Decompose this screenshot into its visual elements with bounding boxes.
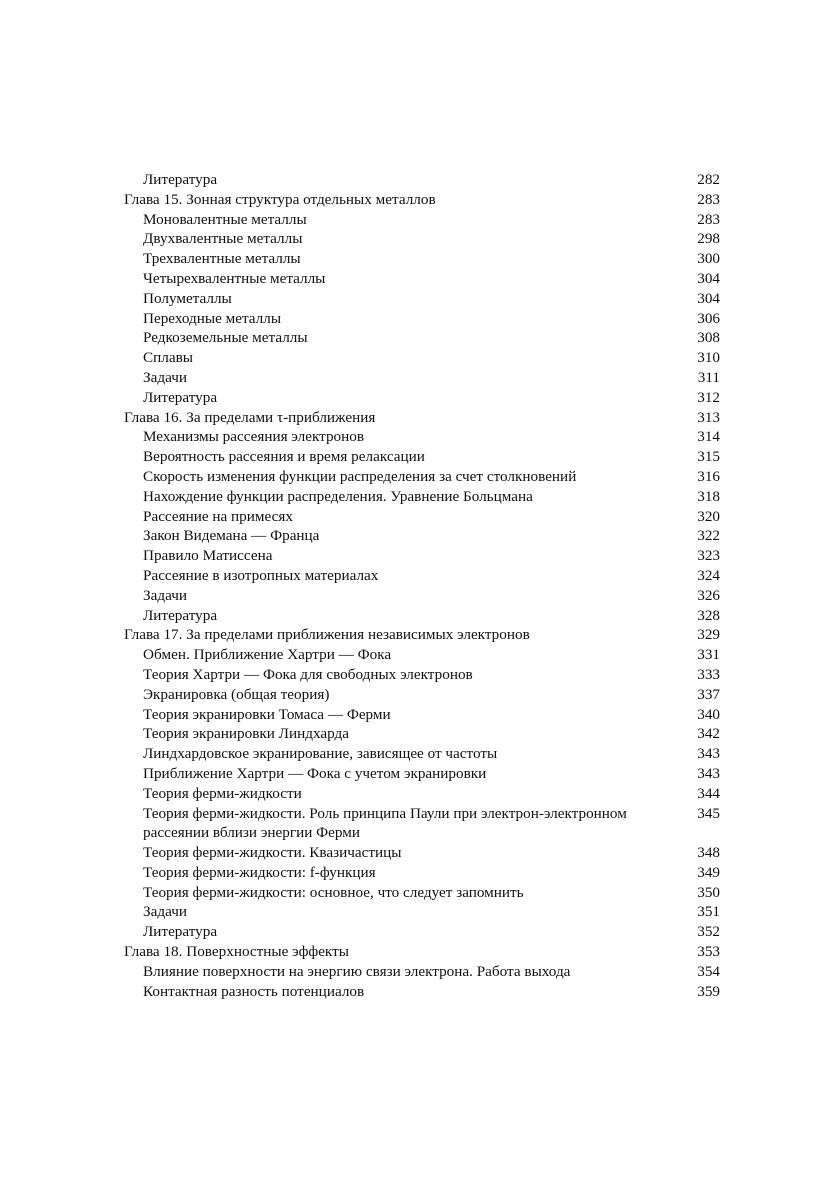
entry-page-number: 340: [697, 705, 720, 723]
entry-title: Задачи: [143, 586, 187, 604]
entry-title: Глава 16. За пределами τ-приближения: [124, 408, 376, 426]
table-of-contents: [124, 170, 720, 1001]
entry-title: Редкоземельные металлы: [143, 329, 308, 347]
entry-page-number: 312: [697, 388, 720, 406]
toc-section-entry: [124, 467, 720, 487]
toc-section-entry: [124, 328, 720, 348]
entry-page-number: 348: [697, 844, 720, 862]
entry-title: Правило Матиссена: [143, 547, 273, 565]
entry-title: Теория ферми-жидкости: основное, что следует запомнить: [143, 883, 524, 901]
toc-section-entry: [124, 665, 720, 685]
entry-page-number: 310: [697, 349, 720, 367]
entry-title: Экранировка (общая теория): [143, 685, 330, 703]
toc-section-entry: [124, 606, 720, 626]
entry-page-number: 311: [697, 368, 720, 386]
entry-title: Четырехвалентные металлы: [143, 269, 326, 287]
toc-section-entry: [124, 922, 720, 942]
entry-page-number: 349: [697, 863, 720, 881]
toc-section-entry: [124, 348, 720, 368]
entry-page-number: 342: [697, 725, 720, 743]
entry-page-number: 316: [697, 467, 720, 485]
entry-page-number: 354: [697, 962, 720, 980]
entry-page-number: 283: [697, 190, 720, 208]
toc-section-entry: [124, 586, 720, 606]
entry-page-number: 350: [697, 883, 720, 901]
toc-section-entry: [124, 507, 720, 527]
entry-title: Литература: [143, 606, 218, 624]
toc-section-entry: [124, 724, 720, 744]
toc-section-entry: [124, 843, 720, 863]
entry-title: Литература: [143, 923, 218, 941]
toc-section-entry: [124, 962, 720, 982]
entry-title: Закон Видемана — Франца: [143, 527, 320, 545]
entry-title: Теория экранировки Томаса — Ферми: [143, 705, 391, 723]
entry-title: Линдхардовское экранирование, зависящее от частоты: [143, 745, 498, 763]
toc-section-entry: [124, 487, 720, 507]
toc-section-entry: [124, 566, 720, 586]
entry-title: Глава 17. За пределами приближения независимых электронов: [124, 626, 530, 644]
entry-page-number: 323: [697, 547, 720, 565]
entry-page-number: 304: [697, 269, 720, 287]
entry-page-number: 326: [697, 586, 720, 604]
toc-section-entry: [124, 546, 720, 566]
entry-page-number: 298: [697, 230, 720, 248]
entry-title: Теория ферми-жидкости: [143, 784, 302, 802]
entry-title: Задачи: [143, 368, 187, 386]
entry-page-number: 352: [697, 923, 720, 941]
entry-title: Литература: [143, 388, 218, 406]
entry-title: Нахождение функции распределения. Уравнение Больцмана: [143, 487, 533, 505]
entry-page-number: 337: [697, 685, 720, 703]
toc-section-entry: [124, 249, 720, 269]
entry-page-number: 329: [697, 626, 720, 644]
entry-title: Глава 18. Поверхностные эффекты: [124, 943, 349, 961]
entry-page-number: 322: [697, 527, 720, 545]
toc-section-entry: [124, 784, 720, 804]
entry-page-number: 313: [697, 408, 720, 426]
toc-section-entry: [124, 764, 720, 784]
entry-page-number: 351: [697, 903, 720, 921]
toc-chapter-entry: [124, 942, 720, 962]
entry-title: Теория ферми-жидкости. Квазичастицы: [143, 844, 402, 862]
toc-section-entry: [124, 368, 720, 388]
entry-title: Теория ферми-жидкости: f-функция: [143, 863, 376, 881]
toc-section-entry: [124, 269, 720, 289]
entry-title: Теория Хартри — Фока для свободных электронов: [143, 665, 473, 683]
entry-page-number: 331: [697, 646, 720, 664]
entry-page-number: 320: [697, 507, 720, 525]
entry-page-number: 333: [697, 665, 720, 683]
entry-title: Вероятность рассеяния и время релаксации: [143, 448, 425, 466]
entry-title: Теория экранировки Линдхарда: [143, 725, 349, 743]
entry-page-number: 324: [697, 566, 720, 584]
toc-section-entry: [124, 447, 720, 467]
entry-page-number: 304: [697, 289, 720, 307]
entry-page-number: 353: [697, 943, 720, 961]
entry-title: Механизмы рассеяния электронов: [143, 428, 365, 446]
toc-section-entry: [124, 883, 720, 903]
entry-title: Задачи: [143, 903, 187, 921]
entry-page-number: 328: [697, 606, 720, 624]
entry-page-number: 315: [697, 448, 720, 466]
toc-section-entry: [124, 705, 720, 725]
toc-chapter-entry: [124, 408, 720, 428]
toc-section-entry: [124, 982, 720, 1002]
toc-section-entry: [124, 645, 720, 665]
entry-page-number: 344: [697, 784, 720, 802]
entry-title: Влияние поверхности на энергию связи электрона. Работа выхода: [143, 962, 571, 980]
entry-page-number: 306: [697, 309, 720, 327]
toc-section-entry: [124, 863, 720, 883]
entry-title: Скорость изменения функции распределения за счет столкновений: [143, 467, 577, 485]
toc-section-entry: [124, 685, 720, 705]
entry-title: Рассеяние в изотропных материалах: [143, 566, 379, 584]
entry-title: Обмен. Приближение Хартри — Фока: [143, 646, 392, 664]
toc-section-entry: [124, 210, 720, 230]
entry-title: Теория ферми-жидкости. Роль принципа Паули при электрон-электронном рассеянии вблизи энергии Ферми: [143, 804, 627, 842]
toc-chapter-entry: [124, 190, 720, 210]
toc-section-entry: [124, 309, 720, 329]
entry-page-number: 318: [697, 487, 720, 505]
toc-section-entry: [124, 804, 720, 844]
entry-title: Контактная разность потенциалов: [143, 982, 365, 1000]
toc-section-entry: [124, 170, 720, 190]
entry-title: Рассеяние на примесях: [143, 507, 293, 525]
entry-page-number: 345: [697, 804, 720, 822]
entry-title: Трехвалентные металлы: [143, 250, 301, 268]
entry-page-number: 282: [697, 171, 720, 188]
toc-section-entry: [124, 744, 720, 764]
toc-section-entry: [124, 289, 720, 309]
entry-title: Литература: [143, 171, 218, 188]
entry-title: Полуметаллы: [143, 289, 232, 307]
entry-title: Глава 15. Зонная структура отдельных металлов: [124, 190, 436, 208]
toc-section-entry: [124, 388, 720, 408]
entry-title: Сплавы: [143, 349, 193, 367]
toc-section-entry: [124, 229, 720, 249]
toc-section-entry: [124, 427, 720, 447]
toc-section-entry: [124, 526, 720, 546]
entry-page-number: 314: [697, 428, 720, 446]
entry-page-number: 300: [697, 250, 720, 268]
entry-page-number: 359: [697, 982, 720, 1000]
entry-page-number: 343: [697, 745, 720, 763]
toc-section-entry: [124, 902, 720, 922]
toc-chapter-entry: [124, 625, 720, 645]
entry-page-number: 308: [697, 329, 720, 347]
entry-title: Приближение Хартри — Фока с учетом экранировки: [143, 764, 487, 782]
entry-page-number: 283: [697, 210, 720, 228]
entry-title: Двухвалентные металлы: [143, 230, 303, 248]
entry-title: Моновалентные металлы: [143, 210, 307, 228]
entry-page-number: 343: [697, 764, 720, 782]
entry-title: Переходные металлы: [143, 309, 282, 327]
